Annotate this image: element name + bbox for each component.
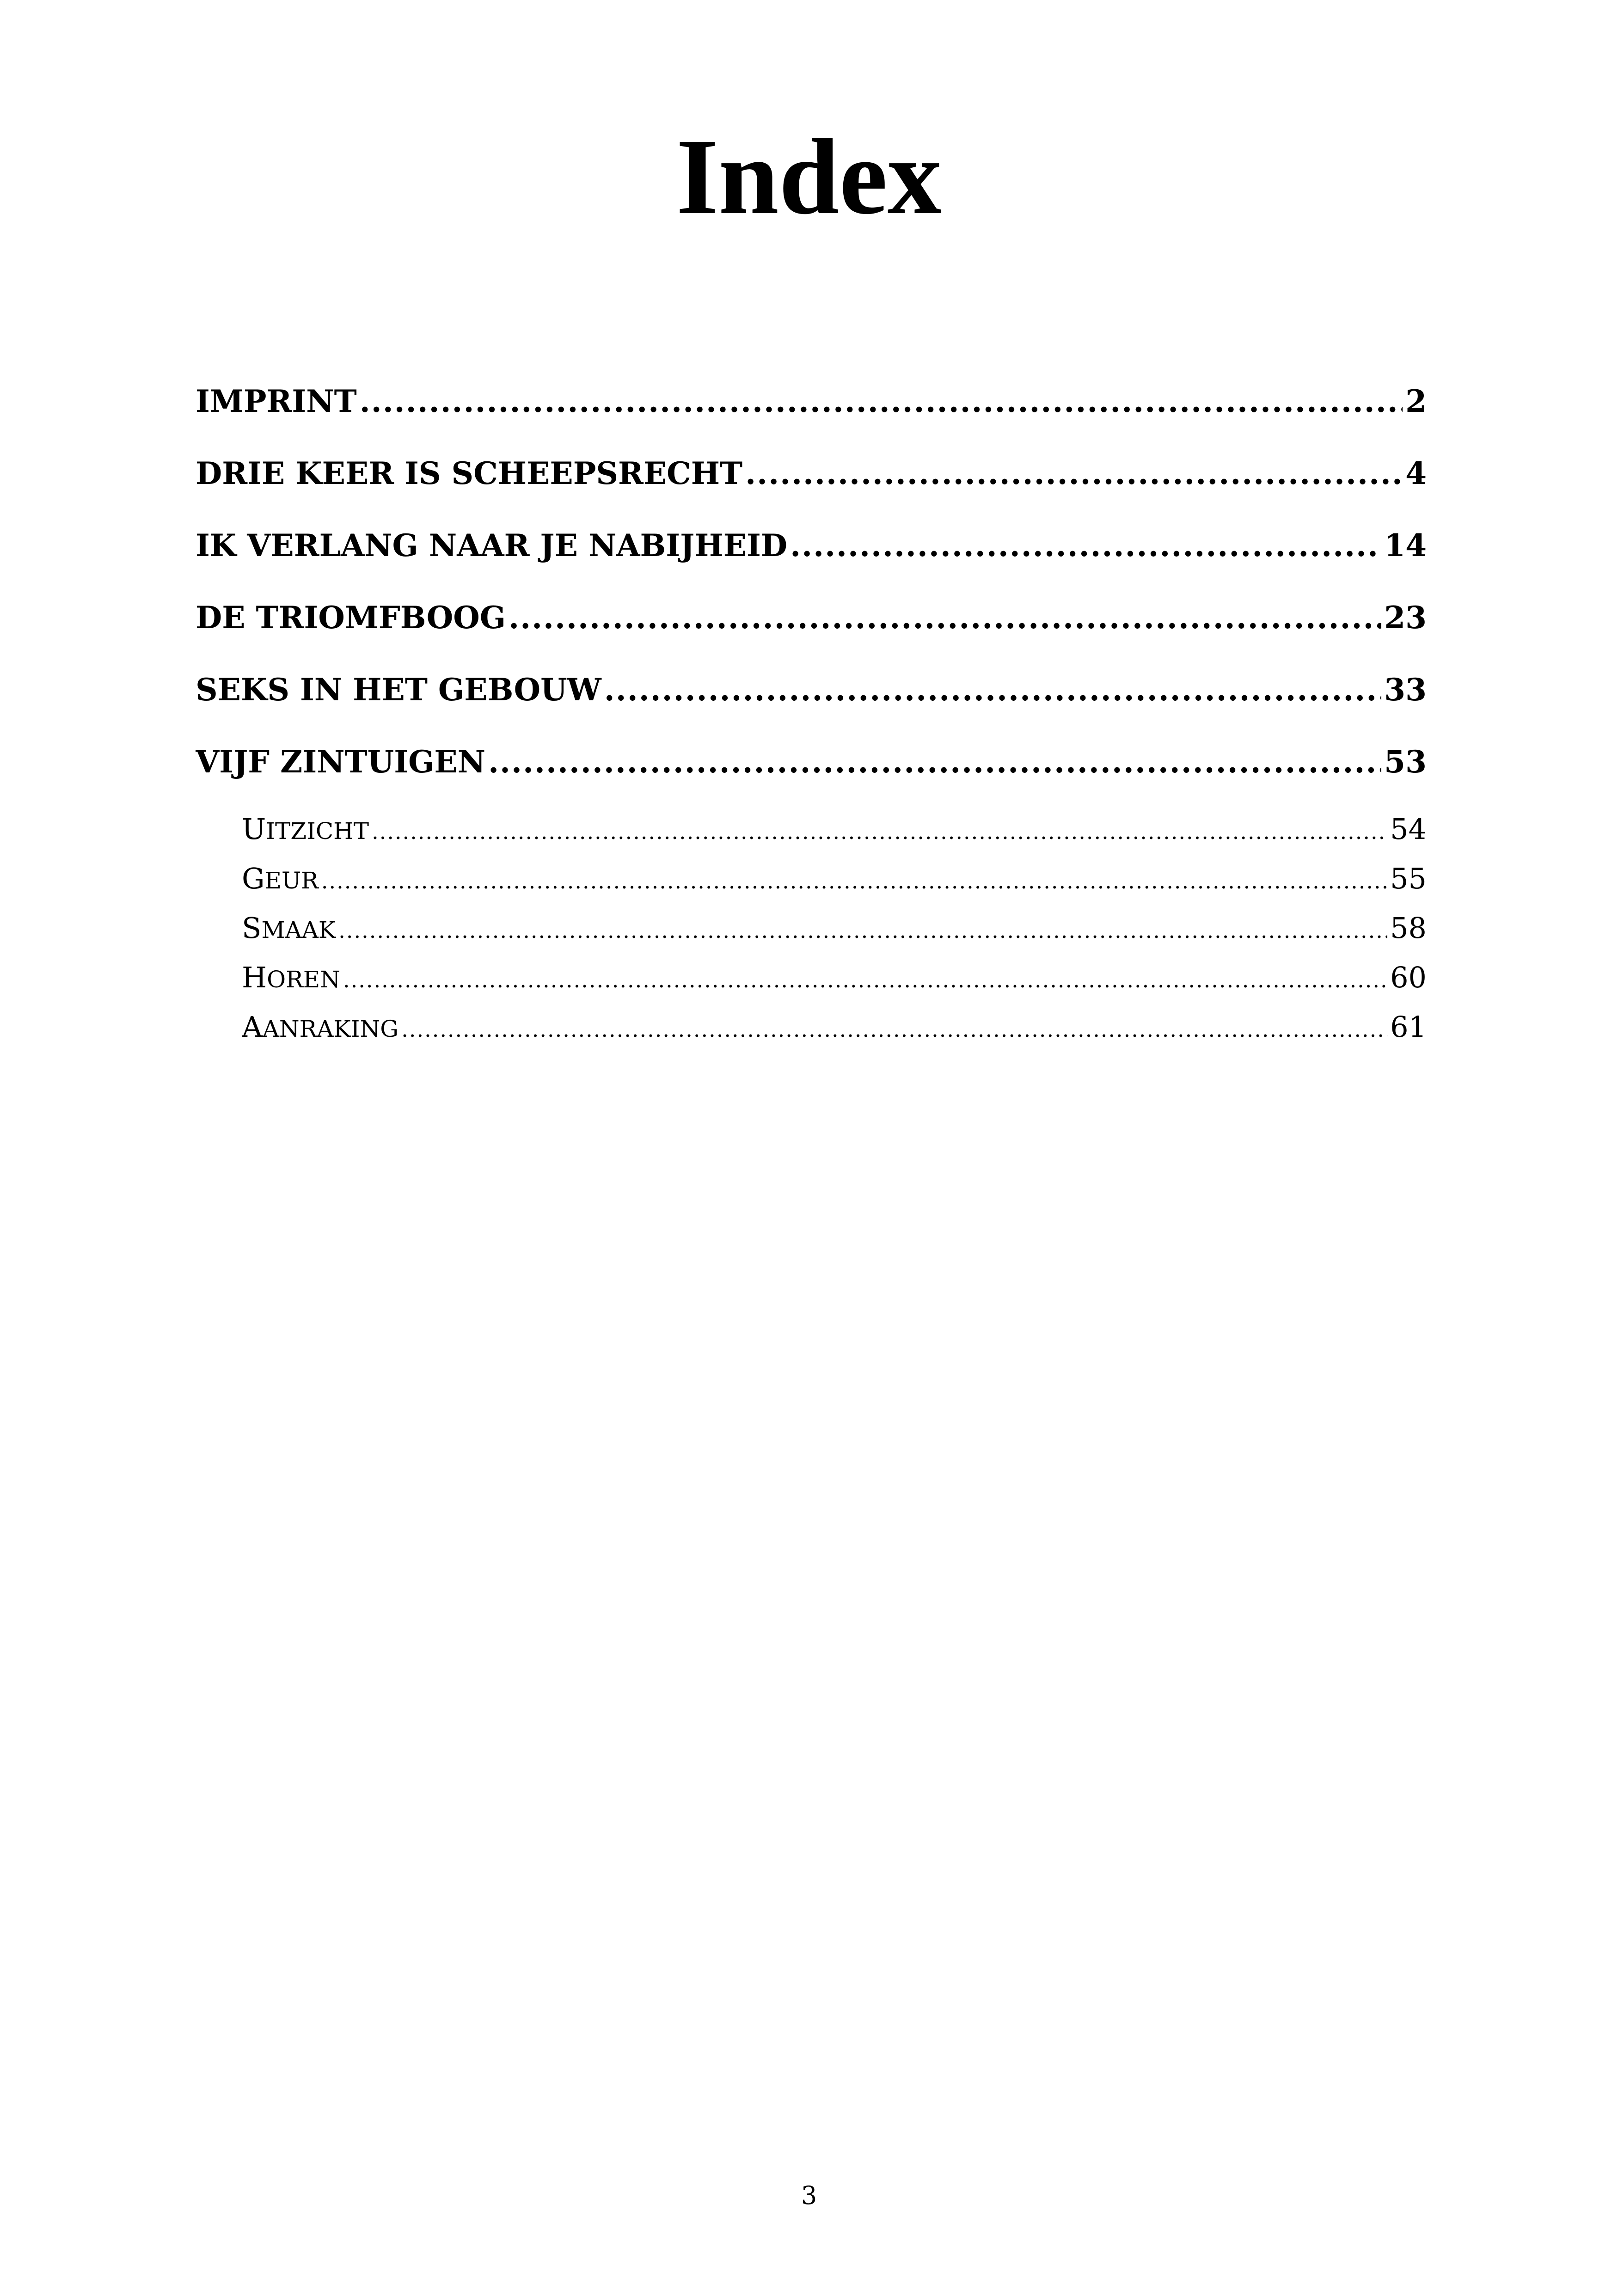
toc-subentry-page: 61: [1390, 1010, 1427, 1044]
toc-dot-leader: [745, 451, 1403, 496]
toc-dot-leader: [488, 740, 1381, 784]
toc-subentry-label: [242, 856, 319, 904]
toc-dot-leader: [338, 907, 1387, 954]
toc-entry-label: IMPRINT: [196, 383, 357, 419]
toc-subentry-page: 58: [1390, 911, 1427, 945]
toc-dot-leader: [604, 667, 1381, 712]
label-small-caps: ANRAKING: [262, 1016, 399, 1042]
toc-entry-de-triomfboog[interactable]: [196, 595, 1427, 667]
toc-entry-page: 33: [1384, 672, 1427, 708]
toc-entry-page: 4: [1405, 455, 1427, 491]
toc-entry-label: VIJF ZINTUIGEN: [196, 744, 486, 780]
toc-dot-leader: [321, 858, 1387, 904]
toc-entry-label: DRIE KEER IS SCHEEPSRECHT: [196, 455, 743, 491]
toc-subentry-page: 55: [1390, 862, 1427, 895]
toc-dot-leader: [401, 1006, 1387, 1053]
toc-subentry-smaak[interactable]: [242, 905, 1427, 955]
toc-dot-leader: [372, 808, 1387, 855]
toc-entry-seks-in-het-gebouw[interactable]: [196, 667, 1427, 740]
toc-entry-page: 23: [1384, 600, 1427, 636]
toc-entry-label: DE TRIOMFBOOG: [196, 600, 506, 636]
toc-entry-page: 53: [1384, 744, 1427, 780]
label-small-caps: OREN: [267, 966, 340, 993]
toc-entry-page: 14: [1384, 527, 1427, 563]
toc-subentry-uitzicht[interactable]: [242, 806, 1427, 856]
toc-subentry-page: 60: [1390, 961, 1427, 994]
label-initial: A: [242, 1010, 263, 1044]
toc-entry-label: IK VERLANG NAAR JE NABIJHEID: [196, 527, 788, 563]
toc-entry-drie-keer-is-scheepsrecht[interactable]: [196, 451, 1427, 523]
toc-entry-ik-verlang-naar-je-nabijheid[interactable]: [196, 523, 1427, 595]
label-initial: U: [242, 812, 266, 846]
toc-dot-leader: [790, 523, 1381, 568]
toc-dot-leader: [360, 379, 1403, 423]
toc-subentry-geur[interactable]: [242, 856, 1427, 905]
toc-subentry-label: [242, 806, 369, 854]
toc-dot-leader: [509, 595, 1381, 640]
label-small-caps: ITZICHT: [266, 818, 369, 845]
toc-dot-leader: [343, 957, 1387, 1003]
toc-subentry-label: [242, 1004, 398, 1052]
toc-entry-label: SEKS IN HET GEBOUW: [196, 672, 601, 708]
label-initial: H: [242, 961, 267, 994]
label-small-caps: MAAK: [261, 917, 336, 943]
toc-entry-page: 2: [1405, 383, 1427, 419]
page-title: Index: [676, 116, 942, 237]
label-initial: G: [242, 862, 265, 895]
table-of-contents: [196, 379, 1427, 1053]
toc-subentry-aanraking[interactable]: [242, 1004, 1427, 1053]
toc-entry-vijf-zintuigen[interactable]: [196, 740, 1427, 812]
label-initial: S: [242, 911, 262, 945]
toc-subentry-label: [242, 955, 340, 1003]
toc-subentry-horen[interactable]: [242, 955, 1427, 1004]
page-number: 3: [801, 2181, 817, 2210]
label-small-caps: EUR: [264, 867, 319, 894]
toc-entry-imprint[interactable]: [196, 379, 1427, 451]
toc-subentry-label: [242, 905, 336, 953]
toc-subentry-page: 54: [1390, 812, 1427, 846]
